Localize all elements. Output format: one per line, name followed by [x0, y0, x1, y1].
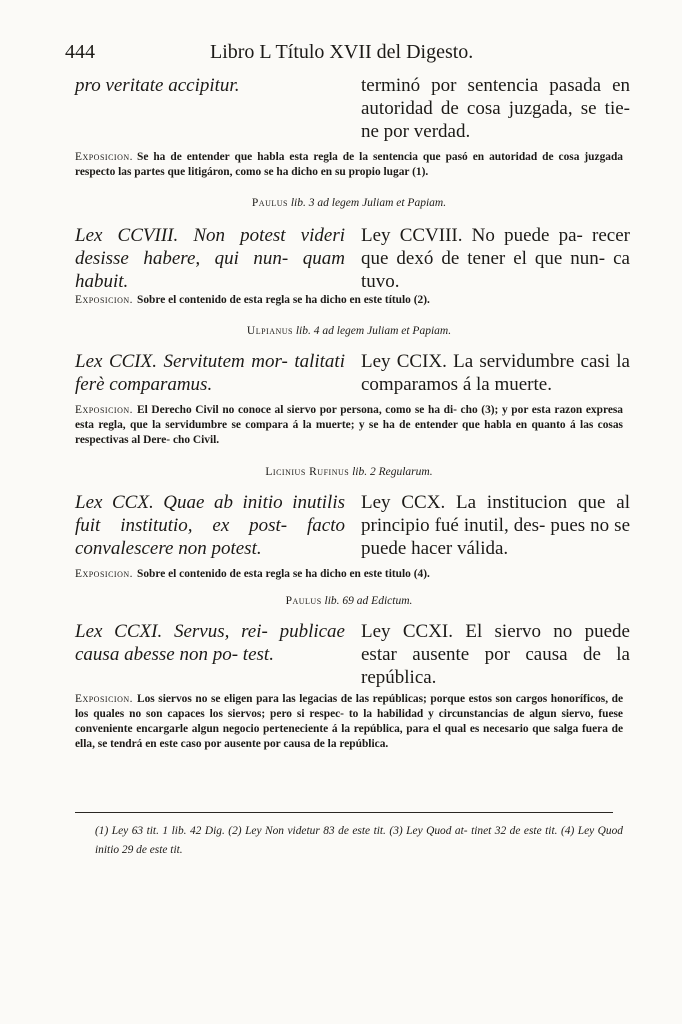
latin-text: Lex CCIX. Servitutem mor- talitati ferè comparamus. [75, 351, 345, 395]
spanish-text: terminó por sentencia pasada en autoridad de cosa juzgada, se tie- ne por verdad. [361, 75, 630, 142]
source-author: Licinius Rufinus [265, 466, 350, 478]
source-line [75, 197, 623, 209]
source-line [75, 325, 623, 337]
exposition-text: Se ha de entender que habla esta regla de la sentencia que pasó en autoridad de cosa juzgada respecto las partes que litigáron, como se ha dicho en su propio lugar (1). [75, 151, 623, 178]
source-work: lib. 2 Regularum. [352, 466, 433, 478]
exposition-text: El Derecho Civil no conoce al siervo por persona, como se ha di- cho (3); y por esta razon expresa esta regla, que la servidumbre se compara á la muerte; y se ha de entender que habla en quanto á las cosas respectivas al Dere- cho Civil. [75, 404, 623, 446]
source-work: lib. 3 ad legem Juliam et Papiam. [290, 197, 447, 209]
exposition [75, 150, 623, 180]
exposition-text: Sobre el contenido de esta regla se ha dicho en este titulo (4). [136, 568, 430, 580]
exposition-label: Exposicion. [75, 693, 133, 705]
exposition-label: Exposicion. [75, 568, 133, 580]
exposition [75, 567, 623, 582]
source-work: lib. 69 ad Edictum. [324, 595, 413, 607]
latin-text: pro veritate accipitur. [75, 75, 240, 96]
source-line [75, 595, 623, 607]
source-author: Paulus [251, 197, 288, 209]
exposition [75, 293, 623, 308]
page-number: 444 [65, 41, 95, 63]
latin-text: Lex CCX. Quae ab initio inutilis fuit institutio, ex post- facto convalescere non potest. [75, 492, 345, 559]
exposition-text: Sobre el contenido de esta regla se ha dicho en este título (2). [136, 294, 430, 306]
source-work: lib. 4 ad legem Juliam et Papiam. [295, 325, 452, 337]
latin-text: Lex CCVIII. Non potest videri desisse habere, qui nun- quam habuit. [75, 225, 345, 292]
exposition-label: Exposicion. [75, 294, 133, 306]
spanish-text: Ley CCIX. La servidumbre casi la comparamos á la muerte. [361, 351, 630, 395]
footnote-divider [75, 812, 613, 813]
spanish-text: Ley CCVIII. No puede pa- recer que dexó de tener el que nun- ca tuvo. [361, 225, 630, 292]
running-title: Libro L Título XVII del Digesto. [210, 41, 474, 63]
exposition-text: Los siervos no se eligen para las legacias de las repúblicas; porque estos son cargos honoríficos, de los quales no son capaces los siervos; pero si respec- to la habilidad y circunstancias de algun siervo, fuese conveniente encargarle algun negocio perteneciente á la república, para el qual es necesario que salga fuera de ella, se tendrá en este caso por ausente por causa de la república. [75, 693, 623, 750]
spanish-text: Ley CCXI. El siervo no puede estar ausente por causa de la república. [361, 621, 630, 688]
source-author: Paulus [285, 595, 322, 607]
exposition-label: Exposicion. [75, 404, 133, 416]
footnotes: (1) Ley 63 tit. 1 lib. 42 Dig. (2) Ley Non videtur 83 de este tit. (3) Ley Quod at- tinet 32 de este tit. (4) Ley Quod initio 29 de este tit. [95, 825, 623, 856]
source-line [75, 466, 623, 478]
exposition-label: Exposicion. [75, 151, 133, 163]
exposition [75, 692, 623, 752]
source-author: Ulpianus [246, 325, 293, 337]
exposition [75, 403, 623, 448]
latin-text: Lex CCXI. Servus, rei- publicae causa abesse non po- test. [75, 621, 345, 665]
spanish-text: Ley CCX. La institucion que al principio fué inutil, des- pues no se puede hacer válida. [361, 492, 630, 559]
